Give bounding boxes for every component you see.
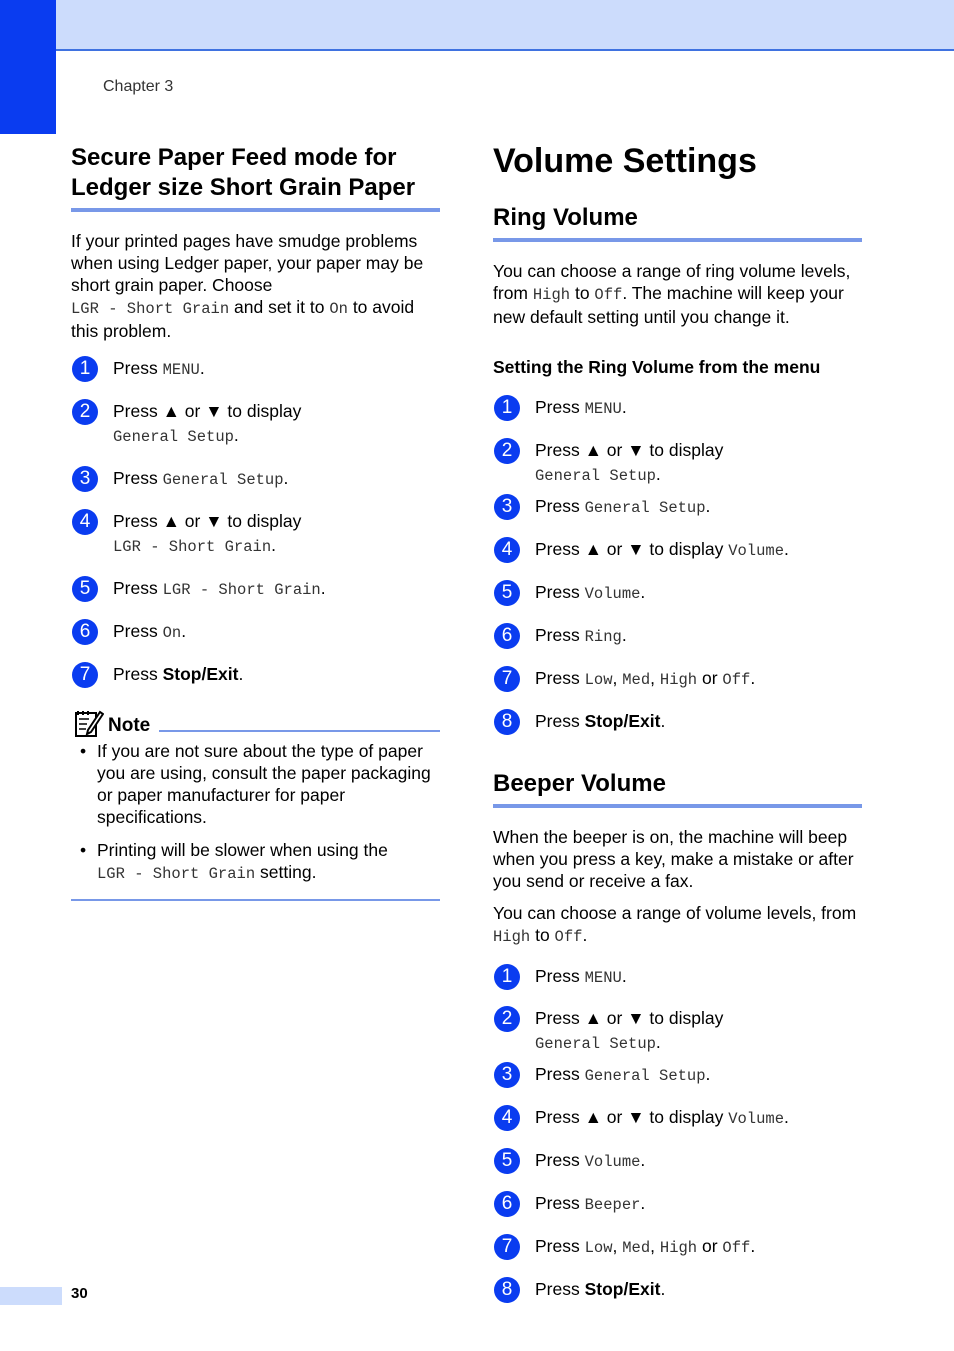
step-item xyxy=(493,494,862,520)
step-post: . xyxy=(640,1193,646,1213)
step-post: . xyxy=(621,625,627,645)
step-mono: General Setup xyxy=(584,1067,706,1085)
step-text: Press ▲ or ▼ to display xyxy=(535,440,724,460)
option-low: Low xyxy=(584,1239,613,1257)
step-text: Press xyxy=(535,625,585,645)
note-title: Note xyxy=(108,715,151,736)
step-text: Press xyxy=(535,966,585,986)
chapter-label: Chapter 3 xyxy=(103,78,174,95)
step-text: Press ▲ or ▼ to display xyxy=(535,1107,729,1127)
step-mono: General Setup xyxy=(162,471,284,489)
intro-text-1: If your printed pages have smudge problems when using Ledger paper, your paper may be short grain paper. Choose xyxy=(71,231,424,295)
note-mono: LGR - Short Grain xyxy=(97,865,256,883)
step-text: Press xyxy=(535,711,585,731)
intro-mono-2: On xyxy=(329,300,348,318)
step-post: . xyxy=(233,425,239,445)
step-item xyxy=(493,1148,862,1174)
step-text: Press ▲ or ▼ to display xyxy=(113,401,302,421)
note-list xyxy=(71,740,440,901)
step-post: . xyxy=(705,1064,711,1084)
beeper-mono: Off xyxy=(554,928,583,946)
step-post: . xyxy=(655,464,661,484)
step-number-badge: 5 xyxy=(494,580,520,606)
option-low: Low xyxy=(584,671,613,689)
step-text: Press xyxy=(535,496,585,516)
step-mono: Volume xyxy=(728,542,784,560)
step-item xyxy=(71,576,440,602)
ring-intro xyxy=(493,260,862,328)
secure-paper-heading xyxy=(71,143,440,212)
option-high: High xyxy=(659,1239,698,1257)
step-item xyxy=(493,438,862,488)
step-item xyxy=(71,356,440,382)
step-number-badge: 3 xyxy=(494,1062,520,1088)
step-number-badge: 3 xyxy=(72,466,98,492)
step-mono: Volume xyxy=(728,1110,784,1128)
intro-paragraph xyxy=(71,230,440,342)
step-text: Press xyxy=(113,664,163,684)
sep: or xyxy=(697,1236,723,1256)
header-band xyxy=(0,0,954,51)
step-text: Press xyxy=(535,1279,585,1299)
step-item xyxy=(493,709,862,733)
step-number-badge: 6 xyxy=(494,623,520,649)
step-number-badge: 5 xyxy=(72,576,98,602)
step-mono: Beeper xyxy=(584,1196,641,1214)
step-post: . xyxy=(660,1279,666,1299)
beeper-text: to xyxy=(530,925,555,945)
step-number-badge: 4 xyxy=(494,1105,520,1131)
step-text: Press xyxy=(113,578,163,598)
step-post: . xyxy=(199,358,205,378)
step-text: Press ▲ or ▼ to display xyxy=(113,511,302,531)
step-number-badge: 1 xyxy=(72,356,98,382)
step-mono: LGR - Short Grain xyxy=(162,581,321,599)
step-item xyxy=(71,509,440,559)
step-post: . xyxy=(320,578,326,598)
right-column xyxy=(493,141,862,1301)
note-text: Printing will be slower when using the xyxy=(97,840,388,860)
step-mono: LGR - Short Grain xyxy=(113,538,272,556)
step-post: . xyxy=(655,1032,661,1052)
ring-intro-text: You can choose a range of ring volume levels, from xyxy=(493,261,851,303)
beeper-mono: High xyxy=(493,928,531,946)
note-text-post: setting. xyxy=(255,862,317,882)
step-item xyxy=(493,964,862,990)
step-text: Press xyxy=(113,621,163,641)
step-post: . xyxy=(640,1150,646,1170)
step-post: . xyxy=(283,468,289,488)
ring-intro-mono: Off xyxy=(594,286,623,304)
step-mono: MENU xyxy=(584,969,622,987)
step-mono: On xyxy=(162,624,182,642)
step-mono: MENU xyxy=(162,361,200,379)
step-mono: Volume xyxy=(584,1153,641,1171)
volume-settings-title: Volume Settings xyxy=(493,142,757,180)
step-post: . xyxy=(640,582,646,602)
note-item: • If you are not sure about the type of paper you are using, consult the paper packaging or paper manufacturer for paper specifications. xyxy=(97,740,440,828)
ring-intro-text: . The machine will keep your new default setting until you change it. xyxy=(493,283,844,327)
step-post: . xyxy=(784,539,789,559)
step-mono: Volume xyxy=(584,585,641,603)
step-number-badge: 8 xyxy=(494,709,520,735)
stop-exit-key: Stop/Exit xyxy=(584,1279,661,1299)
left-column xyxy=(71,143,440,901)
note-header xyxy=(71,708,440,740)
ring-intro-mono: High xyxy=(532,286,571,304)
step-item xyxy=(493,1234,862,1260)
step-item xyxy=(493,1006,862,1056)
step-number-badge: 7 xyxy=(494,1234,520,1260)
step-mono: General Setup xyxy=(535,467,656,485)
step-item xyxy=(493,1277,862,1301)
option-med: Med xyxy=(622,671,651,689)
option-high: High xyxy=(659,671,698,689)
step-text: Press xyxy=(535,668,585,688)
option-off: Off xyxy=(722,1239,751,1257)
step-number-badge: 4 xyxy=(494,537,520,563)
intro-mono-1: LGR - Short Grain xyxy=(71,300,230,318)
step-item xyxy=(493,623,862,649)
step-mono: General Setup xyxy=(584,499,706,517)
step-number-badge: 7 xyxy=(494,666,520,692)
step-mono: General Setup xyxy=(535,1035,656,1053)
step-text: Press ▲ or ▼ to display xyxy=(535,1008,724,1028)
step-number-badge: 5 xyxy=(494,1148,520,1174)
ring-menu-subheading: Setting the Ring Volume from the menu xyxy=(493,357,821,377)
step-mono: General Setup xyxy=(113,428,234,446)
page-tab xyxy=(0,1287,62,1305)
step-item xyxy=(493,1191,862,1217)
step-list xyxy=(71,356,440,686)
step-text: Press xyxy=(535,582,585,602)
note-pad-pencil-icon xyxy=(74,708,104,738)
step-text: Press xyxy=(113,468,163,488)
sep: , xyxy=(612,668,623,688)
beeper-volume-heading: Beeper Volume xyxy=(493,769,862,808)
step-number-badge: 2 xyxy=(494,438,520,464)
step-item xyxy=(493,537,862,563)
step-post: . xyxy=(750,668,756,688)
beeper-text: . xyxy=(582,925,588,945)
step-mono: Ring xyxy=(584,628,622,646)
step-number-badge: 8 xyxy=(494,1277,520,1303)
step-item xyxy=(71,466,440,492)
heading-line-1: Secure Paper Feed mode for xyxy=(71,144,397,171)
step-item xyxy=(493,395,862,421)
step-post: . xyxy=(784,1107,789,1127)
step-item xyxy=(71,399,440,449)
beeper-step-list xyxy=(493,964,862,1301)
option-off: Off xyxy=(722,671,751,689)
step-post: . xyxy=(621,966,627,986)
note-rule xyxy=(159,730,440,732)
option-med: Med xyxy=(622,1239,651,1257)
sep: , xyxy=(650,1236,660,1256)
beeper-paragraph-1: When the beeper is on, the machine will beep when you press a key, make a mistake or after you send or receive a fax. xyxy=(493,827,854,891)
step-number-badge: 1 xyxy=(494,395,520,421)
beeper-paragraph-2 xyxy=(493,902,862,948)
sep: or xyxy=(697,668,723,688)
page-number: 30 xyxy=(71,1285,88,1302)
ring-volume-heading: Ring Volume xyxy=(493,203,862,242)
step-post: . xyxy=(238,664,244,684)
step-text: Press xyxy=(535,397,585,417)
stop-exit-key: Stop/Exit xyxy=(584,711,661,731)
step-post: . xyxy=(750,1236,756,1256)
step-item xyxy=(71,662,440,686)
sep: , xyxy=(650,668,660,688)
step-post: . xyxy=(660,711,666,731)
stop-exit-key: Stop/Exit xyxy=(162,664,239,684)
step-number-badge: 6 xyxy=(72,619,98,645)
note-item xyxy=(97,839,440,885)
step-post: . xyxy=(271,535,277,555)
beeper-text: You can choose a range of volume levels, from xyxy=(493,903,857,923)
step-item xyxy=(493,1062,862,1088)
chapter-tab xyxy=(0,0,56,134)
step-number-badge: 4 xyxy=(72,509,98,535)
step-post: . xyxy=(181,621,187,641)
step-number-badge: 2 xyxy=(72,399,98,425)
step-item xyxy=(493,580,862,606)
intro-text-3: to avoid this problem. xyxy=(71,297,415,341)
step-item xyxy=(493,1105,862,1131)
step-item xyxy=(71,619,440,645)
intro-text-2: and set it to xyxy=(229,297,330,317)
step-text: Press ▲ or ▼ to display xyxy=(535,539,729,559)
ring-intro-text: to xyxy=(570,283,595,303)
sep: , xyxy=(612,1236,623,1256)
step-item xyxy=(493,666,862,692)
step-text: Press xyxy=(535,1236,585,1256)
heading-line-2: Ledger size Short Grain Paper xyxy=(71,174,416,201)
step-post: . xyxy=(621,397,627,417)
step-number-badge: 6 xyxy=(494,1191,520,1217)
step-text: Press xyxy=(535,1193,585,1213)
step-text: Press xyxy=(113,358,163,378)
step-number-badge: 7 xyxy=(72,662,98,688)
step-mono: MENU xyxy=(584,400,622,418)
step-number-badge: 3 xyxy=(494,494,520,520)
step-number-badge: 2 xyxy=(494,1006,520,1032)
step-number-badge: 1 xyxy=(494,964,520,990)
step-text: Press xyxy=(535,1064,585,1084)
step-text: Press xyxy=(535,1150,585,1170)
ring-step-list xyxy=(493,395,862,733)
step-post: . xyxy=(705,496,711,516)
